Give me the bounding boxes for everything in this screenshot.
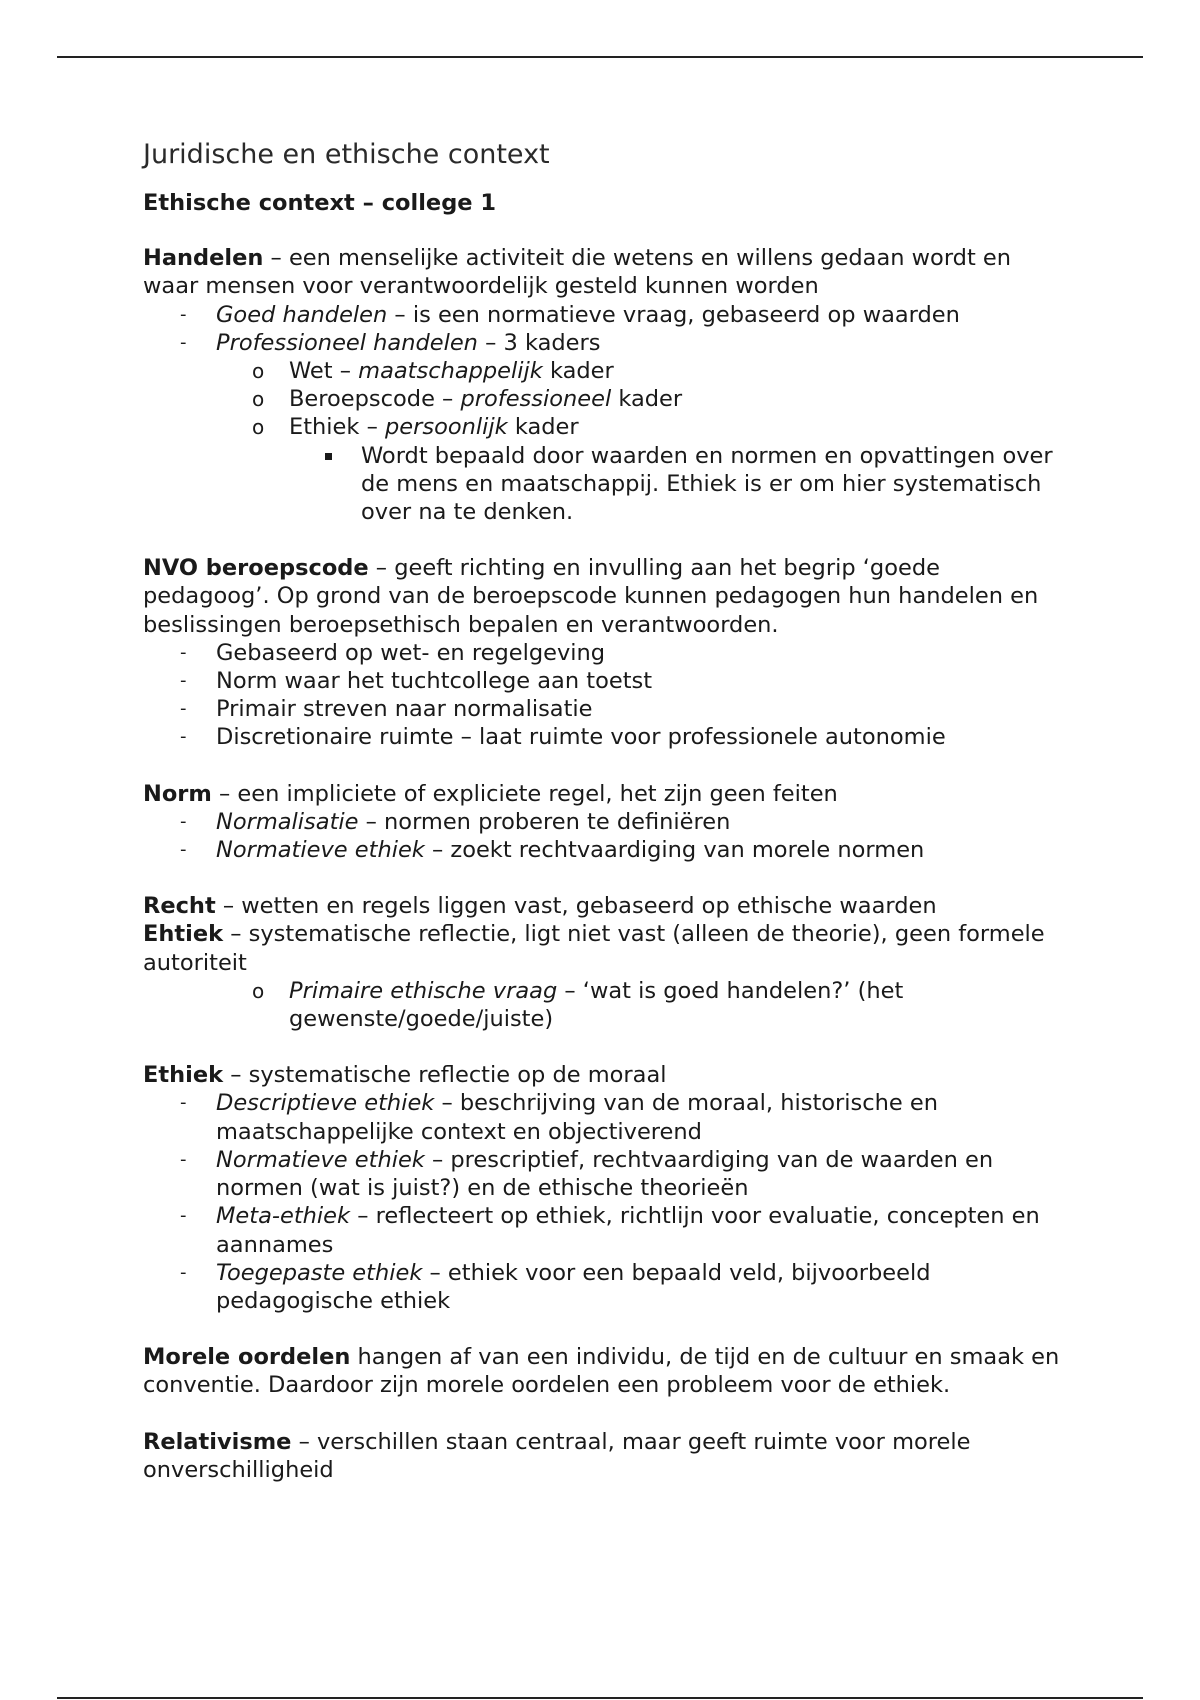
- definition-text: – een impliciete of expliciete regel, het zijn geen feiten: [211, 780, 838, 807]
- footer-rule: [57, 1697, 1143, 1699]
- list-item: o Primaire ethische vraag – ‘wat is goed handelen?’ (het gewenste/goede/juiste): [252, 977, 904, 1033]
- document-body: [143, 138, 1073, 1484]
- term: Professioneel handelen: [216, 329, 478, 356]
- list-item: [143, 301, 1073, 329]
- definition-nvo-beroepscode: [143, 554, 1073, 639]
- list-item: - Norm waar het tuchtcollege aan toetst: [180, 668, 653, 695]
- list-item: [143, 329, 1073, 357]
- definition-text: – wetten en regels liggen vast, gebaseerd op ethische waarden: [215, 893, 937, 920]
- dash-bullet: -: [180, 303, 187, 325]
- list-item: - Descriptieve ethiek – beschrijving van de moraal, historische en maatschappelijke context en objectiverend: [180, 1090, 939, 1145]
- term: Norm: [143, 780, 212, 807]
- list-item: - Gebaseerd op wet- en regelgeving: [180, 639, 606, 666]
- item-text: – is een normatieve vraag, gebaseerd op waarden: [387, 301, 960, 328]
- circle-bullet: o: [252, 387, 265, 412]
- header-rule: [57, 56, 1143, 58]
- dash-bullet: -: [180, 331, 187, 353]
- square-bullet: [325, 453, 332, 460]
- term: Relativisme: [143, 1428, 292, 1455]
- term: NVO beroepscode: [143, 555, 369, 582]
- term: Recht: [143, 893, 216, 920]
- circle-bullet: o: [252, 415, 265, 440]
- term: Handelen: [143, 245, 264, 272]
- section-subtitle: Ethische context – college 1: [143, 190, 497, 216]
- list-item: - Toegepaste ethiek – ethiek voor een bepaald veld, bijvoorbeeld pedagogische ethiek: [180, 1259, 931, 1314]
- list-item: - Normatieve ethiek – zoekt rechtvaardiging van morele normen: [180, 837, 925, 864]
- definition-relativisme: [143, 1428, 1073, 1484]
- dash-bullet: -: [180, 698, 187, 720]
- dash-bullet: -: [180, 726, 187, 748]
- list-item: - Primair streven naar normalisatie: [180, 696, 593, 723]
- definition-text: – systematische reflectie, ligt niet vast (alleen de theorie), geen formele autoriteit: [143, 921, 1045, 976]
- document-title: Juridische en ethische context: [143, 139, 550, 170]
- definition-text: hangen af van een individu, de tijd en de cultuur en smaak en conventie. Daardoor zijn morele oordelen een probleem voor de ethiek.: [143, 1344, 1060, 1399]
- dash-bullet: -: [180, 670, 187, 692]
- dash-bullet: -: [180, 1148, 187, 1170]
- definition-text: – systematische reflectie op de moraal: [223, 1062, 667, 1089]
- dash-bullet: -: [180, 1261, 187, 1283]
- term: Ehtiek: [143, 921, 224, 948]
- definition-ethiek: [143, 1061, 1073, 1089]
- definition-text: – geeft richting en invulling aan het begrip ‘goede pedagoog’. Op grond van de beroepscode kunnen pedagogen hun handelen en beslissingen beroepsethisch bepalen en verantwoorden.: [143, 555, 1039, 638]
- item-text: – 3 kaders: [477, 329, 601, 356]
- definition-text: – een menselijke activiteit die wetens en willens gedaan wordt en waar mensen voor verantwoordelijk gesteld kunnen worden: [143, 245, 1012, 300]
- definition-ehtiek: [143, 920, 1073, 976]
- term: Ethiek: [143, 1062, 224, 1089]
- dash-bullet: -: [180, 810, 187, 832]
- definition-norm: [143, 780, 1073, 808]
- dash-bullet: -: [180, 641, 187, 663]
- term: Goed handelen: [216, 301, 388, 328]
- term: Morele oordelen: [143, 1344, 351, 1371]
- dash-bullet: -: [180, 839, 187, 861]
- list-item: Wordt bepaald door waarden en normen en opvattingen over de mens en maatschappij. Ethiek is er om hier systematisch over na te denken.: [143, 442, 1073, 527]
- list-item: o Beroepscode – professioneel kader: [252, 386, 683, 413]
- dash-bullet: -: [180, 1205, 187, 1227]
- circle-bullet: o: [252, 359, 265, 384]
- definition-handelen: [143, 244, 1073, 300]
- circle-bullet: o: [252, 978, 265, 1003]
- definition-text: – verschillen staan centraal, maar geeft ruimte voor morele onverschilligheid: [143, 1428, 971, 1483]
- list-item: - Meta-ethiek – reflecteert op ethiek, richtlijn voor evaluatie, concepten en aannames: [180, 1203, 1040, 1258]
- list-item: - Normalisatie – normen proberen te definiëren: [180, 808, 731, 835]
- list-item: o Wet – maatschappelijk kader: [252, 358, 614, 385]
- dash-bullet: -: [180, 1092, 187, 1114]
- definition-morele-oordelen: [143, 1343, 1073, 1399]
- list-item: - Discretionaire ruimte – laat ruimte voor professionele autonomie: [180, 724, 946, 751]
- definition-recht: [143, 892, 1073, 920]
- list-item: - Normatieve ethiek – prescriptief, rechtvaardiging van de waarden en normen (wat is juist?) en de ethische theorieën: [180, 1146, 994, 1202]
- list-item: o Ethiek – persoonlijk kader: [252, 414, 579, 441]
